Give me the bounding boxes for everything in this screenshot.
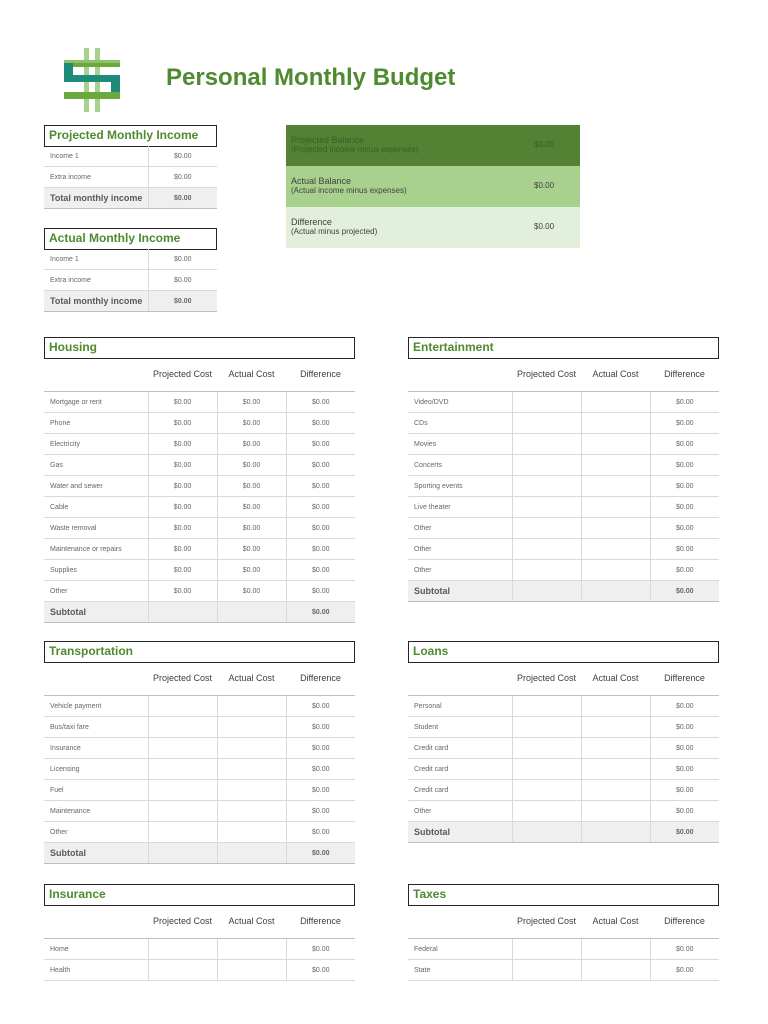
projected-column-header: Projected Cost — [148, 661, 217, 696]
total-label: Total monthly income — [44, 291, 148, 312]
difference-cell: $0.00 — [650, 738, 719, 759]
difference-subtotal: $0.00 — [286, 843, 355, 864]
difference-cell: $0.00 — [286, 738, 355, 759]
row-label: Other — [408, 560, 512, 581]
difference-cell: $0.00 — [650, 434, 719, 455]
difference-cell: $0.00 — [650, 560, 719, 581]
balance-label: Projected Balance — [291, 135, 365, 145]
difference-column-header: Difference — [286, 904, 355, 939]
row-label: Credit card — [408, 759, 512, 780]
difference-cell: $0.00 — [286, 560, 355, 581]
projected-cost-cell[interactable] — [148, 801, 217, 822]
income-amount[interactable]: $0.00 — [148, 249, 217, 270]
subtotal-label: Subtotal — [44, 843, 148, 864]
projected-cost-cell[interactable] — [148, 780, 217, 801]
row-label: Mortgage or rent — [44, 392, 148, 413]
income-amount[interactable]: $0.00 — [148, 270, 217, 291]
difference-cell: $0.00 — [650, 759, 719, 780]
total-amount: $0.00 — [148, 291, 217, 312]
total-row — [44, 291, 217, 312]
actual-cost-cell[interactable] — [581, 497, 650, 518]
header-row — [408, 357, 719, 392]
actual-cost-cell[interactable] — [581, 434, 650, 455]
table-row — [408, 759, 719, 780]
entertainment-table — [408, 357, 719, 602]
table-row — [44, 581, 355, 602]
actual-cost-cell[interactable] — [581, 738, 650, 759]
difference-cell: $0.00 — [286, 518, 355, 539]
projected-subtotal — [148, 843, 217, 864]
actual-cost-cell[interactable]: $0.00 — [217, 476, 286, 497]
table-row — [44, 476, 355, 497]
projected-cost-cell[interactable] — [512, 497, 581, 518]
projected-column-header: Projected Cost — [512, 904, 581, 939]
difference-subtotal: $0.00 — [286, 602, 355, 623]
actual-column-header: Actual Cost — [217, 661, 286, 696]
subtotal-label: Subtotal — [44, 602, 148, 623]
row-label: Fuel — [44, 780, 148, 801]
actual-cost-cell[interactable] — [217, 801, 286, 822]
row-label: Waste removal — [44, 518, 148, 539]
difference-cell: $0.00 — [286, 717, 355, 738]
row-label: Movies — [408, 434, 512, 455]
table-row — [44, 960, 355, 981]
total-amount: $0.00 — [148, 188, 217, 209]
actual-cost-cell[interactable] — [217, 759, 286, 780]
table-row — [408, 518, 719, 539]
table-row — [408, 738, 719, 759]
projected-cost-cell[interactable] — [148, 822, 217, 843]
actual-column-header: Actual Cost — [581, 357, 650, 392]
actual-cost-cell[interactable] — [581, 759, 650, 780]
projected-income-title: Projected Monthly Income — [44, 125, 217, 147]
actual-cost-cell[interactable] — [581, 518, 650, 539]
table-row — [408, 434, 719, 455]
row-label: Credit card — [408, 738, 512, 759]
row-label: State — [408, 960, 512, 981]
actual-cost-cell[interactable] — [581, 392, 650, 413]
table-row — [44, 759, 355, 780]
subtotal-label: Subtotal — [408, 822, 512, 843]
actual-column-header: Actual Cost — [217, 904, 286, 939]
row-label: Home — [44, 939, 148, 960]
difference-cell: $0.00 — [650, 717, 719, 738]
projected-cost-cell[interactable]: $0.00 — [148, 518, 217, 539]
difference-cell: $0.00 — [286, 759, 355, 780]
row-label: Health — [44, 960, 148, 981]
table-row — [408, 696, 719, 717]
dollar-sign-icon — [62, 48, 122, 112]
projected-cost-cell[interactable] — [148, 759, 217, 780]
header-row — [44, 661, 355, 696]
projected-cost-cell[interactable] — [148, 696, 217, 717]
projected-balance-row — [286, 125, 580, 166]
transportation-title: Transportation — [44, 641, 355, 663]
actual-cost-cell[interactable] — [581, 560, 650, 581]
loans-table — [408, 661, 719, 843]
projected-cost-cell[interactable] — [512, 780, 581, 801]
row-label: Student — [408, 717, 512, 738]
projected-cost-cell[interactable] — [512, 759, 581, 780]
projected-cost-cell[interactable] — [512, 696, 581, 717]
actual-cost-cell[interactable] — [581, 960, 650, 981]
actual-balance-row — [286, 166, 580, 207]
projected-cost-cell[interactable] — [148, 960, 217, 981]
table-row — [44, 434, 355, 455]
projected-cost-cell[interactable]: $0.00 — [148, 455, 217, 476]
total-row — [44, 188, 217, 209]
difference-cell: $0.00 — [286, 413, 355, 434]
actual-cost-cell[interactable]: $0.00 — [217, 560, 286, 581]
projected-column-header: Projected Cost — [512, 661, 581, 696]
projected-cost-cell[interactable] — [512, 476, 581, 497]
difference-cell: $0.00 — [650, 392, 719, 413]
subtotal-label: Subtotal — [408, 581, 512, 602]
balance-label: Actual Balance — [291, 176, 352, 186]
difference-column-header: Difference — [650, 357, 719, 392]
table-row — [44, 696, 355, 717]
projected-cost-cell[interactable] — [148, 717, 217, 738]
projected-cost-cell[interactable] — [512, 392, 581, 413]
projected-income-table — [44, 146, 217, 209]
actual-cost-cell[interactable] — [217, 780, 286, 801]
actual-cost-cell[interactable] — [581, 717, 650, 738]
blank-header — [44, 357, 148, 392]
actual-subtotal — [217, 843, 286, 864]
actual-subtotal — [581, 822, 650, 843]
difference-cell: $0.00 — [286, 780, 355, 801]
insurance-table — [44, 904, 355, 981]
actual-subtotal — [217, 602, 286, 623]
projected-subtotal — [512, 822, 581, 843]
table-row — [408, 476, 719, 497]
actual-cost-cell[interactable] — [581, 455, 650, 476]
row-label: Bus/taxi fare — [44, 717, 148, 738]
total-label: Total monthly income — [44, 188, 148, 209]
table-row — [408, 539, 719, 560]
loans-title: Loans — [408, 641, 719, 663]
balance-value: $0.00 — [534, 222, 555, 231]
actual-cost-cell[interactable]: $0.00 — [217, 539, 286, 560]
blank-header — [408, 661, 512, 696]
income-amount[interactable]: $0.00 — [148, 146, 217, 167]
difference-cell: $0.00 — [650, 518, 719, 539]
balance-summary — [286, 125, 580, 248]
projected-cost-cell[interactable]: $0.00 — [148, 560, 217, 581]
subtotal-row — [44, 843, 355, 864]
actual-cost-cell[interactable]: $0.00 — [217, 434, 286, 455]
projected-cost-cell[interactable] — [512, 539, 581, 560]
actual-column-header: Actual Cost — [581, 904, 650, 939]
row-label: Video/DVD — [408, 392, 512, 413]
subtotal-row — [408, 581, 719, 602]
table-row — [408, 455, 719, 476]
actual-cost-cell[interactable] — [217, 960, 286, 981]
row-label: Phone — [44, 413, 148, 434]
table-row — [44, 413, 355, 434]
actual-cost-cell[interactable] — [581, 413, 650, 434]
projected-cost-cell[interactable] — [512, 413, 581, 434]
projected-cost-cell[interactable] — [512, 434, 581, 455]
projected-cost-cell[interactable]: $0.00 — [148, 392, 217, 413]
projected-cost-cell[interactable] — [148, 939, 217, 960]
actual-cost-cell[interactable] — [581, 539, 650, 560]
projected-cost-cell[interactable] — [512, 801, 581, 822]
projected-column-header: Projected Cost — [148, 357, 217, 392]
table-row — [44, 539, 355, 560]
income-amount[interactable]: $0.00 — [148, 167, 217, 188]
difference-subtotal: $0.00 — [650, 581, 719, 602]
actual-cost-cell[interactable] — [217, 822, 286, 843]
projected-cost-cell[interactable]: $0.00 — [148, 581, 217, 602]
difference-column-header: Difference — [650, 904, 719, 939]
balance-sublabel: (Actual minus projected) — [291, 227, 378, 236]
row-label: Gas — [44, 455, 148, 476]
table-row — [44, 717, 355, 738]
projected-cost-cell[interactable] — [148, 738, 217, 759]
table-row — [44, 167, 217, 188]
table-row — [44, 780, 355, 801]
table-row — [44, 146, 217, 167]
header-row — [408, 904, 719, 939]
actual-cost-cell[interactable] — [581, 801, 650, 822]
row-label: Sporting events — [408, 476, 512, 497]
table-row — [44, 518, 355, 539]
row-label: Live theater — [408, 497, 512, 518]
table-row — [44, 270, 217, 291]
actual-income-table — [44, 249, 217, 312]
table-row — [44, 738, 355, 759]
row-label: CDs — [408, 413, 512, 434]
row-label: Income 1 — [44, 146, 148, 167]
subtotal-row — [44, 602, 355, 623]
projected-cost-cell[interactable] — [512, 960, 581, 981]
row-label: Insurance — [44, 738, 148, 759]
actual-cost-cell[interactable] — [217, 717, 286, 738]
housing-title: Housing — [44, 337, 355, 359]
blank-header — [408, 357, 512, 392]
row-label: Concerts — [408, 455, 512, 476]
difference-column-header: Difference — [650, 661, 719, 696]
insurance-title: Insurance — [44, 884, 355, 906]
row-label: Other — [408, 539, 512, 560]
difference-cell: $0.00 — [286, 497, 355, 518]
actual-cost-cell[interactable] — [217, 696, 286, 717]
taxes-table — [408, 904, 719, 981]
projected-cost-cell[interactable] — [512, 717, 581, 738]
difference-cell: $0.00 — [650, 455, 719, 476]
taxes-title: Taxes — [408, 884, 719, 906]
actual-cost-cell[interactable]: $0.00 — [217, 581, 286, 602]
actual-cost-cell[interactable]: $0.00 — [217, 455, 286, 476]
actual-subtotal — [581, 581, 650, 602]
projected-cost-cell[interactable] — [512, 560, 581, 581]
header-row — [408, 661, 719, 696]
actual-cost-cell[interactable] — [581, 780, 650, 801]
actual-income-title: Actual Monthly Income — [44, 228, 217, 250]
row-label: Extra income — [44, 167, 148, 188]
row-label: Other — [44, 581, 148, 602]
actual-cost-cell[interactable] — [581, 476, 650, 497]
table-row — [408, 801, 719, 822]
row-label: Other — [44, 822, 148, 843]
blank-header — [44, 904, 148, 939]
header-row — [44, 904, 355, 939]
difference-cell: $0.00 — [286, 455, 355, 476]
balance-value: $0.00 — [534, 140, 555, 149]
difference-column-header: Difference — [286, 661, 355, 696]
row-label: Water and sewer — [44, 476, 148, 497]
difference-cell: $0.00 — [286, 581, 355, 602]
table-row — [44, 455, 355, 476]
projected-cost-cell[interactable]: $0.00 — [148, 476, 217, 497]
blank-header — [408, 904, 512, 939]
difference-cell: $0.00 — [650, 780, 719, 801]
row-label: Cable — [44, 497, 148, 518]
difference-cell: $0.00 — [650, 960, 719, 981]
balance-value: $0.00 — [534, 181, 555, 190]
projected-subtotal — [148, 602, 217, 623]
projected-cost-cell[interactable] — [512, 518, 581, 539]
row-label: Supplies — [44, 560, 148, 581]
table-row — [408, 780, 719, 801]
row-label: Maintenance or repairs — [44, 539, 148, 560]
row-label: Electricity — [44, 434, 148, 455]
page-title: Personal Monthly Budget — [166, 64, 456, 91]
balance-sublabel: (Projected income minus expenses) — [291, 145, 419, 154]
table-row — [408, 960, 719, 981]
table-row — [44, 822, 355, 843]
difference-cell: $0.00 — [650, 476, 719, 497]
difference-cell: $0.00 — [286, 801, 355, 822]
difference-cell: $0.00 — [286, 476, 355, 497]
difference-cell: $0.00 — [650, 497, 719, 518]
difference-cell: $0.00 — [286, 960, 355, 981]
row-label: Licensing — [44, 759, 148, 780]
actual-cost-cell[interactable]: $0.00 — [217, 413, 286, 434]
table-row — [408, 413, 719, 434]
row-label: Vehicle payment — [44, 696, 148, 717]
actual-cost-cell[interactable]: $0.00 — [217, 497, 286, 518]
housing-table — [44, 357, 355, 623]
actual-column-header: Actual Cost — [581, 661, 650, 696]
row-label: Federal — [408, 939, 512, 960]
row-label: Personal — [408, 696, 512, 717]
row-label: Other — [408, 518, 512, 539]
difference-cell: $0.00 — [650, 939, 719, 960]
row-label: Income 1 — [44, 249, 148, 270]
header-row — [44, 357, 355, 392]
projected-column-header: Projected Cost — [512, 357, 581, 392]
difference-cell: $0.00 — [650, 801, 719, 822]
projected-cost-cell[interactable] — [512, 939, 581, 960]
actual-column-header: Actual Cost — [217, 357, 286, 392]
table-row — [408, 717, 719, 738]
difference-column-header: Difference — [286, 357, 355, 392]
difference-cell: $0.00 — [286, 392, 355, 413]
difference-cell: $0.00 — [650, 539, 719, 560]
table-row — [44, 801, 355, 822]
table-row — [44, 560, 355, 581]
table-row — [408, 560, 719, 581]
projected-cost-cell[interactable]: $0.00 — [148, 497, 217, 518]
actual-cost-cell[interactable] — [217, 738, 286, 759]
subtotal-row — [408, 822, 719, 843]
table-row — [408, 939, 719, 960]
projected-cost-cell[interactable]: $0.00 — [148, 539, 217, 560]
difference-cell: $0.00 — [286, 939, 355, 960]
balance-sublabel: (Actual income minus expenses) — [291, 186, 407, 195]
difference-subtotal: $0.00 — [650, 822, 719, 843]
table-row — [44, 939, 355, 960]
table-row — [44, 497, 355, 518]
difference-cell: $0.00 — [650, 696, 719, 717]
projected-cost-cell[interactable]: $0.00 — [148, 434, 217, 455]
transportation-table — [44, 661, 355, 864]
actual-cost-cell[interactable]: $0.00 — [217, 518, 286, 539]
table-row — [408, 497, 719, 518]
actual-cost-cell[interactable] — [581, 696, 650, 717]
entertainment-title: Entertainment — [408, 337, 719, 359]
actual-cost-cell[interactable] — [581, 939, 650, 960]
difference-cell: $0.00 — [286, 822, 355, 843]
projected-cost-cell[interactable] — [512, 455, 581, 476]
actual-cost-cell[interactable] — [217, 939, 286, 960]
balance-label: Difference — [291, 217, 332, 227]
row-label: Other — [408, 801, 512, 822]
row-label: Extra income — [44, 270, 148, 291]
projected-column-header: Projected Cost — [148, 904, 217, 939]
row-label: Credit card — [408, 780, 512, 801]
table-row — [44, 392, 355, 413]
difference-cell: $0.00 — [286, 434, 355, 455]
blank-header — [44, 661, 148, 696]
difference-cell: $0.00 — [286, 539, 355, 560]
projected-subtotal — [512, 581, 581, 602]
difference-row — [286, 207, 580, 248]
actual-cost-cell[interactable]: $0.00 — [217, 392, 286, 413]
table-row — [408, 392, 719, 413]
projected-cost-cell[interactable] — [512, 738, 581, 759]
difference-cell: $0.00 — [286, 696, 355, 717]
difference-cell: $0.00 — [650, 413, 719, 434]
projected-cost-cell[interactable]: $0.00 — [148, 413, 217, 434]
row-label: Maintenance — [44, 801, 148, 822]
table-row — [44, 249, 217, 270]
